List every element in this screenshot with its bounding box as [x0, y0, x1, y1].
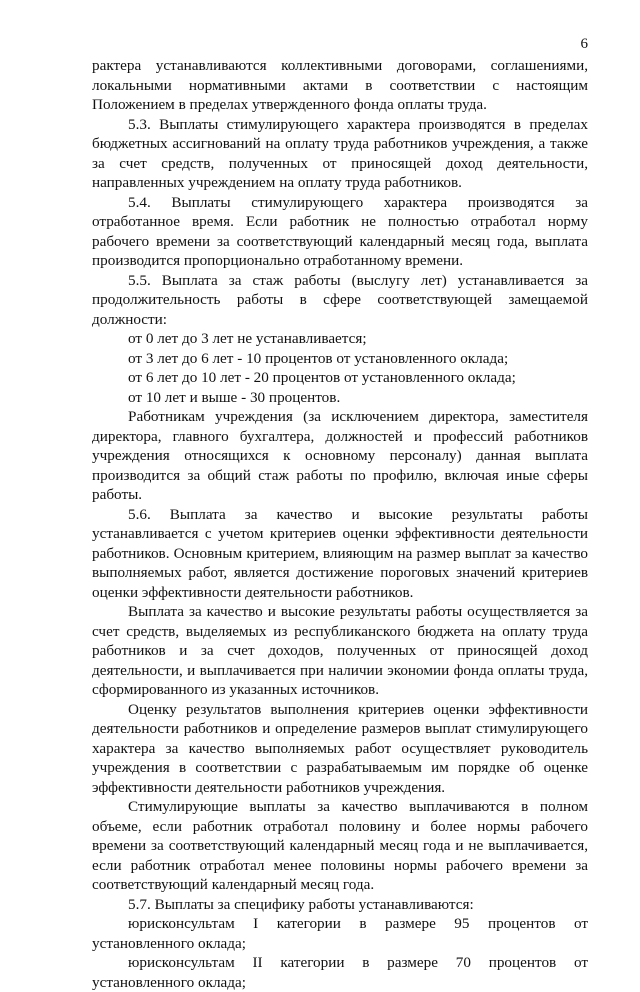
paragraph-5-6: 5.6. Выплата за качество и высокие результаты работы устанавливается с учетом критериев оценки эффективности деятельности работников. Основным критерием, влияющим на размер выплат за качество выполняемых работ, является достижение пороговых значений критериев оценки эффективности деятельности работников.	[92, 505, 588, 601]
document-body	[92, 56, 588, 992]
paragraph-lawyer-cat-2: юрисконсультам II категории в размере 70 процентов от установленного оклада;	[92, 954, 588, 991]
paragraph-quality-payment: Стимулирующие выплаты за качество выплачиваются в полном объеме, если работник отработал половину и более нормы рабочего времени за соответствующий календарный месяц года и не выплачивается, если работник отработал менее половины нормы рабочего времени за соответствующий календарный месяц года.	[92, 798, 588, 893]
paragraph-5-5: 5.5. Выплата за стаж работы (выслугу лет) устанавливается за продолжительность работы в сфере соответствующей замещаемой должности:	[92, 271, 588, 328]
list-item: от 6 лет до 10 лет - 20 процентов от установленного оклада;	[128, 369, 516, 386]
list-item: от 3 лет до 6 лет - 10 процентов от установленного оклада;	[128, 349, 509, 367]
paragraph-lawyer-cat-1: юрисконсультам I категории в размере 95 процентов от установленного оклада;	[92, 915, 588, 952]
paragraph-continuation: рактера устанавливаются коллективными договорами, соглашениями, локальными нормативными актами в соответствии с настоящим Положением в пределах утвержденного фонда оплаты труда.	[92, 57, 588, 113]
paragraph-quality-funding: Выплата за качество и высокие результаты работы осуществляется за счет средств, выделяемых из республиканского бюджета на оплату труда работников и за счет доходов, полученных от приносящей доход деятельности, и выплачивается при наличии экономии фонда оплаты труда, сформированного из указанных источников.	[92, 603, 588, 698]
paragraph-5-7: 5.7. Выплаты за специфику работы устанавливаются:	[128, 895, 474, 913]
paragraph-5-3: 5.3. Выплаты стимулирующего характера производятся в пределах бюджетных ассигнований на оплату труда работников учреждения, а также за счет средств, полученных от приносящей доход деятельности, направленных учреждением на оплату труда работников.	[92, 115, 588, 191]
list-item: от 10 лет и выше - 30 процентов.	[128, 388, 341, 406]
list-item: от 0 лет до 3 лет не устанавливается;	[128, 330, 367, 347]
page-number: 6	[580, 36, 588, 52]
paragraph-quality-evaluation: Оценку результатов выполнения критериев оценки эффективности деятельности работников и определение размеров выплат стимулирующего характера за качество выполняемых работ осуществляет руководитель учреждения в соответствии с разрабатываемым им порядке об оценке эффективности деятельности работников учреждения.	[92, 700, 588, 796]
paragraph-5-4: 5.4. Выплаты стимулирующего характера производятся за отработанное время. Если работник не полностью отработал норму рабочего времени за соответствующий календарный месяц года, выплата производится пропорционально отработанному времени.	[92, 193, 588, 269]
paragraph-staff-note: Работникам учреждения (за исключением директора, заместителя директора, главного бухгалтера, должностей и профессий работников учреждения относящихся к основному персоналу) данная выплата производится за общий стаж работы по профилю, включая иные сферы работы.	[92, 408, 588, 503]
